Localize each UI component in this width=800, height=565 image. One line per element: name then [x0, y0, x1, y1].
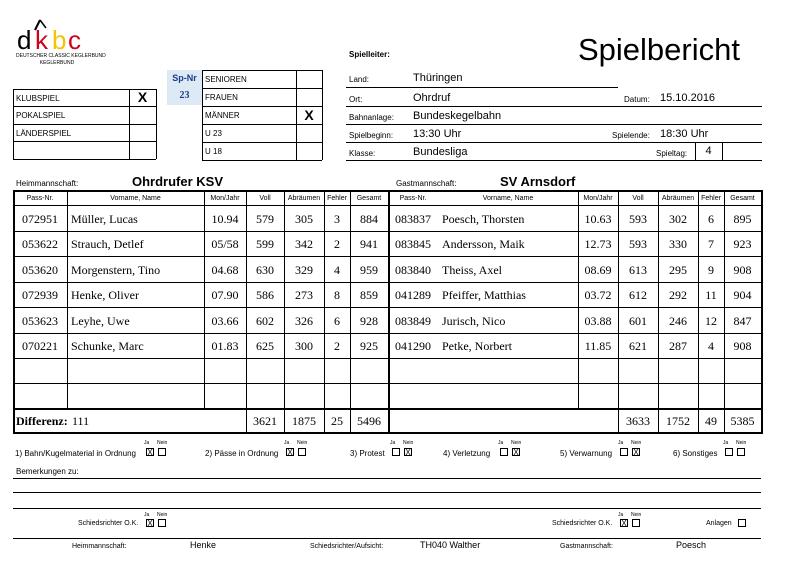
- type-klubspiel: KLUBSPIEL: [16, 94, 60, 103]
- home-player-gesamt: 959: [360, 263, 378, 277]
- col-fehler-guest: Fehler: [701, 195, 721, 202]
- home-player-name: Müller, Lucas: [71, 212, 138, 226]
- check-label: 1) Bahn/Kugelmaterial in Ordnung: [15, 449, 136, 458]
- guest-player-date: 03.72: [584, 288, 612, 302]
- home-player-voll: 625: [256, 339, 274, 353]
- sr-guest-nein-caption: Nein: [631, 512, 642, 518]
- spieltag-value: 4: [705, 145, 712, 157]
- guest-player-name: Andersson, Maik: [442, 237, 525, 251]
- home-player-abr: 329: [295, 263, 313, 277]
- guest-team-name: SV Arnsdorf: [500, 174, 576, 189]
- page-title: Spielbericht: [578, 32, 740, 67]
- guest-player-abr: 295: [669, 263, 687, 277]
- home-player-abr: 273: [295, 288, 313, 302]
- cat-u18: U 18: [205, 147, 222, 156]
- col-name-guest: Vorname, Name: [482, 195, 534, 202]
- svg-text:c: c: [68, 25, 81, 55]
- col-abr-guest: Abräumen: [661, 195, 695, 202]
- home-total-gesamt: 5496: [357, 414, 381, 428]
- type-pokalspiel: POKALSPIEL: [16, 111, 66, 120]
- guest-player-date: 10.63: [584, 212, 612, 226]
- home-total-abr: 1875: [292, 414, 316, 428]
- guest-player-fehler: 6: [708, 212, 714, 226]
- guest-player-abr: 246: [669, 314, 687, 328]
- type-klubspiel-mark[interactable]: X: [137, 89, 148, 105]
- guest-player-voll: 601: [629, 314, 647, 328]
- check-nein-caption: Nein: [631, 440, 642, 446]
- dkbc-logo: [16, 18, 106, 70]
- check-ja-checkbox[interactable]: [392, 448, 400, 456]
- gast-sig-label: Gastmannschaft:: [560, 543, 613, 550]
- spielbeginn-value: 13:30 Uhr: [413, 128, 462, 140]
- home-player-date: 05/58: [211, 237, 239, 251]
- ort-value: Ohrdruf: [413, 92, 451, 104]
- guest-player-date: 12.73: [584, 237, 612, 251]
- check-ja-caption: Ja: [618, 440, 624, 446]
- check-label: 5) Verwarnung: [560, 449, 613, 458]
- guest-total-gesamt: 5385: [730, 414, 755, 428]
- anlagen-label: Anlagen: [706, 520, 732, 527]
- guest-player-name: Petke, Norbert: [442, 339, 512, 353]
- guest-player-pass: 083845: [395, 237, 431, 251]
- spielende-label: Spielende:: [612, 131, 650, 140]
- check-nein-checkbox[interactable]: X: [513, 448, 519, 457]
- cat-maenner-mark[interactable]: X: [304, 107, 314, 123]
- check-nein-checkbox[interactable]: X: [405, 448, 411, 457]
- spielbeginn-label: Spielbeginn:: [349, 131, 394, 140]
- col-pass-home: Pass-Nr.: [26, 195, 54, 202]
- check-label: 6) Sonstiges: [673, 449, 718, 458]
- home-player-abr: 300: [295, 339, 313, 353]
- logo-line1: DEUTSCHER CLASSIC KEGLERBUND: [16, 53, 106, 59]
- home-player-name: Morgenstern, Tino: [71, 263, 161, 277]
- home-player-abr: 305: [295, 212, 313, 226]
- check-nein-caption: Nein: [736, 440, 747, 446]
- land-label: Land:: [349, 75, 370, 84]
- guest-player-fehler: 11: [705, 288, 717, 302]
- home-player-fehler: 8: [334, 288, 340, 302]
- guest-player-gesamt: 923: [733, 237, 752, 251]
- home-player-gesamt: 941: [360, 237, 378, 251]
- home-team-name: Ohrdrufer KSV: [132, 174, 224, 189]
- home-team-label: Heimmannschaft:: [16, 179, 79, 188]
- sr-home-ja-checkbox[interactable]: X: [147, 519, 153, 528]
- check-label: 3) Protest: [350, 449, 385, 458]
- guest-player-fehler: 12: [705, 314, 717, 328]
- datum-label: Datum:: [624, 95, 650, 104]
- guest-player-name: Jurisch, Nico: [442, 314, 506, 328]
- sr-home-ja-caption: Ja: [144, 512, 150, 518]
- col-date-guest: Mon/Jahr: [583, 195, 613, 202]
- sr-guest-label: Schiedsrichter O.K.: [552, 520, 613, 527]
- home-player-gesamt: 884: [360, 212, 378, 226]
- check-ja-caption: Ja: [144, 440, 150, 446]
- col-abr-home: Abräumen: [287, 195, 321, 202]
- guest-player-voll: 593: [629, 237, 647, 251]
- sr-aufsicht-signature: TH040 Walther: [420, 540, 481, 550]
- home-total-voll: 3621: [253, 414, 277, 428]
- guest-total-fehler: 49: [705, 414, 717, 428]
- home-player-name: Henke, Oliver: [71, 288, 139, 302]
- differenz-label: Differenz:: [16, 414, 68, 428]
- spielleiter-label: Spielleiter:: [349, 50, 390, 59]
- home-player-pass: 053623: [22, 314, 58, 328]
- col-gesamt-guest: Gesamt: [730, 195, 755, 202]
- klasse-value: Bundesliga: [413, 146, 468, 158]
- bahnanlage-label: Bahnanlage:: [349, 113, 394, 122]
- heim-signature: Henke: [190, 540, 217, 550]
- home-player-pass: 070221: [22, 339, 58, 353]
- guest-player-voll: 613: [629, 263, 647, 277]
- check-label: 4) Verletzung: [443, 449, 491, 458]
- differenz-value: 111: [72, 414, 90, 428]
- check-ja-caption: Ja: [723, 440, 729, 446]
- guest-team-label: Gastmannschaft:: [396, 179, 457, 188]
- guest-player-voll: 612: [629, 288, 647, 302]
- guest-player-pass: 083849: [395, 314, 431, 328]
- cat-frauen: FRAUEN: [205, 93, 238, 102]
- check-ja-caption: Ja: [390, 440, 396, 446]
- col-pass-guest: Pass-Nr.: [399, 195, 427, 202]
- check-ja-caption: Ja: [284, 440, 290, 446]
- guest-player-date: 11.85: [584, 339, 612, 353]
- home-player-voll: 630: [256, 263, 274, 277]
- guest-player-abr: 302: [669, 212, 687, 226]
- home-player-pass: 072939: [22, 288, 58, 302]
- home-player-abr: 326: [295, 314, 313, 328]
- home-player-pass: 072951: [22, 212, 58, 226]
- guest-player-date: 08.69: [584, 263, 612, 277]
- guest-player-gesamt: 908: [733, 263, 752, 277]
- col-voll-home: Voll: [259, 195, 271, 202]
- home-player-voll: 602: [256, 314, 274, 328]
- guest-player-abr: 292: [669, 288, 687, 302]
- logo-line2: KEGLERBUND: [39, 60, 75, 66]
- home-player-date: 04.68: [211, 263, 239, 277]
- spielende-value: 18:30 Uhr: [660, 128, 709, 140]
- home-player-gesamt: 859: [360, 288, 378, 302]
- guest-player-gesamt: 847: [733, 314, 752, 328]
- check-ja-checkbox[interactable]: X: [287, 448, 293, 457]
- guest-player-voll: 593: [629, 212, 647, 226]
- home-total-fehler: 25: [331, 414, 343, 428]
- home-player-name: Schunke, Marc: [71, 339, 144, 353]
- sr-guest-nein-checkbox[interactable]: [632, 519, 640, 527]
- guest-player-pass: 041289: [395, 288, 431, 302]
- home-player-date: 01.83: [211, 339, 239, 353]
- anlagen-checkbox[interactable]: [738, 519, 746, 527]
- guest-player-voll: 621: [629, 339, 647, 353]
- guest-player-pass: 083840: [395, 263, 431, 277]
- home-player-gesamt: 925: [360, 339, 378, 353]
- klasse-label: Klasse:: [349, 149, 376, 158]
- spieltag-label: Spieltag:: [656, 149, 688, 158]
- home-player-fehler: 6: [334, 314, 340, 328]
- check-nein-checkbox[interactable]: [158, 448, 166, 456]
- guest-player-pass: 041290: [395, 339, 431, 353]
- home-player-date: 07.90: [211, 288, 239, 302]
- home-player-date: 03.66: [211, 314, 239, 328]
- col-name-home: Vorname, Name: [110, 195, 161, 202]
- home-player-abr: 342: [295, 237, 313, 251]
- check-nein-checkbox[interactable]: [737, 448, 745, 456]
- land-value: Thüringen: [413, 72, 463, 84]
- home-player-pass: 053620: [22, 263, 58, 277]
- svg-text:k: k: [35, 25, 48, 55]
- heim-sig-label: Heimmannschaft:: [72, 543, 127, 550]
- col-fehler-home: Fehler: [327, 195, 347, 202]
- check-ja-checkbox[interactable]: [620, 448, 628, 456]
- guest-total-abr: 1752: [666, 414, 690, 428]
- svg-text:b: b: [52, 25, 67, 55]
- guest-player-fehler: 7: [708, 237, 714, 251]
- home-player-date: 10.94: [211, 212, 239, 226]
- guest-player-pass: 083837: [395, 212, 431, 226]
- spnr-label: Sp-Nr: [172, 73, 197, 83]
- svg-text:d: d: [17, 25, 32, 55]
- check-nein-checkbox[interactable]: X: [633, 448, 639, 457]
- home-player-voll: 579: [256, 212, 274, 226]
- cat-u23: U 23: [205, 129, 222, 138]
- home-player-pass: 053622: [22, 237, 58, 251]
- bemerkungen-label: Bemerkungen zu:: [16, 467, 79, 476]
- guest-player-name: Pfeiffer, Matthias: [442, 288, 526, 302]
- guest-player-name: Poesch, Thorsten: [442, 212, 525, 226]
- spnr-value: 23: [179, 90, 190, 101]
- col-date-home: Mon/Jahr: [210, 195, 240, 202]
- sr-home-label: Schiedsrichter O.K.: [78, 520, 139, 527]
- col-gesamt-home: Gesamt: [356, 195, 382, 202]
- check-ja-checkbox[interactable]: [500, 448, 508, 456]
- sr-guest-ja-caption: Ja: [618, 512, 624, 518]
- bahnanlage-value: Bundeskegelbahn: [413, 110, 502, 122]
- home-player-voll: 599: [256, 237, 274, 251]
- home-player-gesamt: 928: [360, 314, 378, 328]
- home-player-voll: 586: [256, 288, 274, 302]
- check-nein-checkbox[interactable]: [298, 448, 306, 456]
- home-player-name: Strauch, Detlef: [71, 237, 144, 251]
- home-player-fehler: 2: [334, 339, 340, 353]
- guest-player-gesamt: 908: [733, 339, 752, 353]
- check-nein-caption: Nein: [511, 440, 522, 446]
- sr-home-nein-checkbox[interactable]: [158, 519, 166, 527]
- sr-guest-ja-checkbox[interactable]: X: [621, 519, 627, 528]
- guest-player-abr: 330: [669, 237, 687, 251]
- home-player-fehler: 3: [334, 212, 340, 226]
- check-nein-caption: Nein: [297, 440, 308, 446]
- check-ja-checkbox[interactable]: X: [147, 448, 153, 457]
- check-nein-caption: Nein: [403, 440, 414, 446]
- sr-home-nein-caption: Nein: [157, 512, 168, 518]
- type-laenderspiel: LÄNDERSPIEL: [16, 129, 72, 138]
- home-player-fehler: 4: [334, 263, 340, 277]
- home-player-fehler: 2: [334, 237, 340, 251]
- guest-player-gesamt: 904: [733, 288, 752, 302]
- guest-total-voll: 3633: [626, 414, 650, 428]
- check-nein-caption: Nein: [157, 440, 168, 446]
- guest-player-name: Theiss, Axel: [442, 263, 502, 277]
- ort-label: Ort:: [349, 95, 363, 104]
- guest-player-fehler: 4: [708, 339, 714, 353]
- check-ja-checkbox[interactable]: [725, 448, 733, 456]
- cat-senioren: SENIOREN: [205, 75, 247, 84]
- guest-player-fehler: 9: [708, 263, 714, 277]
- guest-player-abr: 287: [669, 339, 687, 353]
- datum-value: 15.10.2016: [660, 92, 716, 104]
- check-ja-caption: Ja: [498, 440, 504, 446]
- cat-maenner: MÄNNER: [205, 111, 240, 120]
- col-voll-guest: Voll: [632, 195, 644, 202]
- guest-player-date: 03.88: [584, 314, 612, 328]
- sr-aufsicht-label: Schiedsrichter/Aufsicht:: [310, 543, 384, 550]
- guest-player-gesamt: 895: [733, 212, 752, 226]
- gast-signature: Poesch: [676, 540, 707, 550]
- check-label: 2) Pässe in Ordnung: [205, 449, 279, 458]
- home-player-name: Leyhe, Uwe: [71, 314, 130, 328]
